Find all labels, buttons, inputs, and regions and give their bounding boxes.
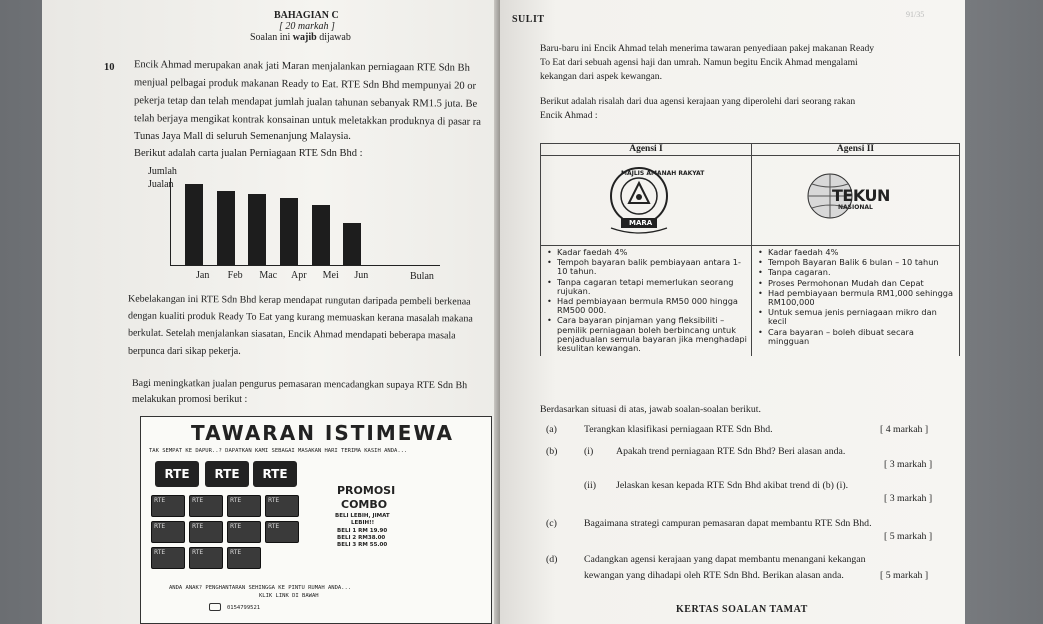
promo-price: BELI 3 RM 55.00 [337,542,388,548]
promo-footer: ANDA ANAK? PENGHANTARAN SEHINGGA KE PINTU RUMAH ANDA... [169,585,352,591]
section-title: BAHAGIAN C [274,10,339,21]
food-pack-image: RTE [189,547,223,569]
paragraph-line: dengan kualiti produk Ready To Eat yang kurang memuaskan kerana masalah makana [127,310,473,325]
chart-bar [248,194,266,265]
rte-logo: RTE [205,461,249,487]
chart-x-tick: Mei [322,270,339,281]
agency-table [540,143,960,356]
promo-sub: LEBIH!! [351,520,375,526]
intro-line: pekerja tetap dan telah mendapat jumlah jualan tahunan sebanyak RM1.5 juta. Be [133,95,478,110]
feature-item: • Kadar faedah 4% [758,248,955,257]
rte-logo: RTE [253,461,297,487]
sales-bar-chart [170,178,440,266]
food-pack-image: RTE [227,521,261,543]
feature-item: • Proses Permohonan Mudah dan Cepat [758,279,955,288]
question-text: Jelaskan kesan kepada RTE Sdn Bhd akibat trend di (b) (i). [616,480,849,491]
feature-item: • Tempoh Bayaran Balik 6 bulan – 10 tahun [758,258,955,267]
question-text: Bagaimana strategi campuran pemasaran dapat membantu RTE Sdn Bhd. [584,518,872,529]
question-sub: (i) [584,446,594,457]
food-pack-image: RTE [151,495,185,517]
food-pack-image: RTE [189,521,223,543]
mara-logo-icon [541,156,751,242]
agency-2-features [752,246,959,349]
question-label: (c) [546,518,557,529]
food-pack-image: RTE [227,495,261,517]
intro-line: telah berjaya mengikat kontrak konsainan untuk meletakkan produknya di pasar ra [133,113,482,128]
chart-bar [217,191,235,265]
paragraph-line: berpunca dari sikap pekerja. [128,346,241,357]
chart-ylabel: Jumlah [148,166,177,177]
feature-item: • Tempoh bayaran balik pembiayaan antara 1- 10 tahun. [547,258,747,276]
right-info-line: Encik Ahmad : [540,110,598,121]
agency-1-features [541,246,751,356]
paragraph-line: berkulat. Setelah menjalankan siasatan, Encik Ahmad mendapati beberapa masala [127,327,456,342]
question-marks: [ 5 markah ] [884,531,933,542]
question-text: Cadangkan agensi kerajaan yang dapat membantu menangani kekangan [584,554,866,565]
promo-phone: 0154799521 [227,605,261,611]
tekun-logo-sub: NASIONAL [838,204,873,211]
food-pack-image: RTE [151,547,185,569]
food-pack-image: RTE [265,495,299,517]
food-pack-image: RTE [189,495,223,517]
paragraph-line: Kebelakangan ini RTE Sdn Bhd kerap mendapat rungutan daripada pembeli berkenaa [127,293,471,308]
promo-tagline: TAK SEMPAT KE DAPUR..? DAPATKAN KAMI SEBAGAI MASAKAN HARI TERIMA KASIH ANDA... [149,448,408,454]
promo-heading: COMBO [341,498,388,511]
question-marks: [ 5 markah ] [880,570,929,581]
question-marks: [ 3 markah ] [884,493,933,504]
question-label: (d) [546,554,558,565]
paragraph-line: melakukan promosi berikut : [132,394,248,405]
chart-bar [312,205,330,265]
question-sub: (ii) [584,480,596,491]
chart-bar [343,223,361,265]
chart-x-tick: Jan [196,270,210,281]
questions-intro: Berdasarkan situasi di atas, jawab soalan-soalan berikut. [540,404,761,415]
food-pack-image: RTE [265,521,299,543]
chart-ylabel: Jualan [148,179,174,190]
tekun-logo-cell [752,156,960,246]
question-marks: [ 4 markah ] [880,424,929,435]
agency-header: Agensi I [541,144,752,156]
promo-heading: PROMOSI [337,484,396,497]
feature-item: • Untuk semua jenis perniagaan mikro dan kecil [758,308,955,326]
question-label: (a) [546,424,557,435]
section-marks: [ 20 markah ] [279,21,335,32]
right-intro-line: To Eat dari sebuah agensi haji dan umrah. Namun begitu Encik Ahmad mengalami [540,57,858,68]
feature-item: • Cara bayaran pinjaman yang fleksibiliti – pemilik perniagaan boleh berbincang untuk penjadualan semula bayaran jika menghadapi kesulitan kewangan. [547,316,747,353]
feature-item: • Kadar faedah 4% [547,248,747,257]
chart-bar [280,198,298,265]
chart-caption: Berikut adalah carta jualan Perniagaan RTE Sdn Bhd : [134,148,363,159]
chart-x-tick: Feb [227,270,243,281]
tekun-logo-text: TEKUN [832,186,890,205]
promo-price: BELI 2 RM38.00 [337,535,386,541]
feature-item: • Cara bayaran – boleh dibuat secara mingguan [758,328,955,346]
corner-mark: 91/35 [906,10,925,19]
promo-flyer [140,416,492,624]
question-label: (b) [546,446,558,457]
sulit-header: SULIT [512,14,545,25]
end-of-paper: KERTAS SOALAN TAMAT [676,604,808,615]
mara-logo-cell [541,156,752,246]
rte-logo: RTE [155,461,199,487]
intro-line: Encik Ahmad merupakan anak jati Maran menjalankan perniagaan RTE Sdn Bh [133,59,470,74]
feature-item: • Tanpa cagaran tetapi memerlukan seorang rujukan. [547,278,747,296]
food-pack-image: RTE [227,547,261,569]
intro-line: menjual pelbagai produk makanan Ready to Eat. RTE Sdn Bhd mempunyai 20 or [133,77,477,92]
question-text: Terangkan klasifikasi perniagaan RTE Sdn Bhd. [584,424,773,435]
mara-logo-short: MARA [629,219,653,227]
chart-xlabel: Bulan [410,271,434,282]
question-marks: [ 3 markah ] [884,459,933,470]
mara-logo-text: MAJLIS AMANAH RAKYAT [621,170,705,177]
chart-x-tick: Jun [354,270,369,281]
feature-item: • Had pembiayaan bermula RM50 000 hingga RM500 000. [547,297,747,315]
chart-x-tick: Mac [259,270,278,281]
feature-item: • Tanpa cagaran. [758,268,955,277]
paragraph-line: Bagi meningkatkan jualan pengurus pemasaran mencadangkan supaya RTE Sdn Bh [131,377,468,392]
right-info-line: Berikut adalah risalah dari dua agensi kerajaan yang diperolehi dari seorang rakan [540,96,856,107]
feature-item: • Had pembiayaan bermula RM1,000 sehingga RM100,000 [758,289,955,307]
promo-title: TAWARAN ISTIMEWA [191,421,455,445]
food-pack-image: RTE [151,521,185,543]
promo-price: BELI 1 RM 19.90 [337,528,388,534]
question-number: 10 [104,62,115,73]
chart-bar [185,184,203,265]
right-intro-line: Baru-baru ini Encik Ahmad telah menerima tawaran penyediaan pakej makanan Ready [540,43,875,54]
question-text: Apakah trend perniagaan RTE Sdn Bhd? Beri alasan anda. [616,446,846,457]
intro-line: Tunas Jaya Mall di seluruh Semenanjung Malaysia. [134,131,351,142]
chart-x-tick: Apr [291,270,307,281]
right-intro-line: kekangan dari aspek kewangan. [540,71,663,82]
promo-sub: BELI LEBIH, JIMAT [335,513,390,519]
section-instruction: Soalan ini wajib dijawab [250,32,351,43]
phone-icon [209,603,221,611]
promo-footer: KLIK LINK DI BAWAH [259,593,319,599]
question-text: kewangan yang dihadapi oleh RTE Sdn Bhd. Berikan alasan anda. [584,570,844,581]
agency-header: Agensi II [752,144,960,156]
